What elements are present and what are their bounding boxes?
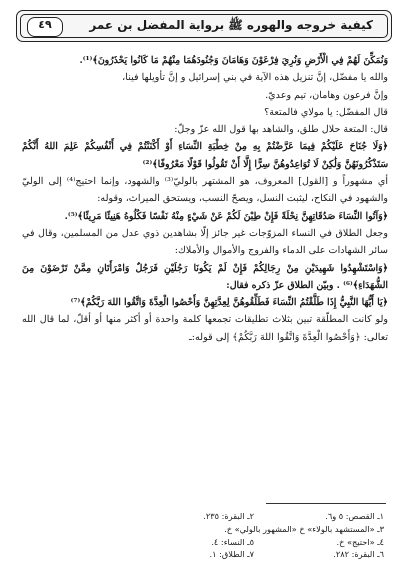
quran-verse: ﴿وَلَا جُنَاحَ عَلَيْكُمْ فِيمَا عَرَّضْتُمْ بِهِ مِنْ خِطْبَةِ النِّسَاءِ أَوْ أَكْنَنْتُمْ فِي أَنْفُسِكُمْ عَلِمَ اللهُ أَنَّكُمْ سَتَذْكُرُونَهُنَّ وَلَٰكِنْ لَا تُوَاعِدُوهُنَّ سِرًّا إِلَّا أَنْ تَقُولُوا قَوْلًا مَعْرُوفًا﴾⁽²⁾ — [22, 141, 388, 170]
footnote-row — [84, 548, 384, 561]
quran-verse: ﴿وَآتُوا النِّسَاءَ صَدُقَاتِهِنَّ نِحْلَةً فَإِنْ طِبْنَ لَكُمْ عَنْ شَيْءٍ مِنْهُ نَفْسًا فَكُلُوهُ هَنِيئًا مَرِيئًا﴾⁽⁵⁾. — [64, 210, 388, 222]
paragraph: قال المفضّل: يا مولاي فالمتعة؟ — [264, 106, 388, 118]
footnote: ٤ـ «احتيج» خ. — [336, 536, 384, 547]
paragraph: وَنُمَكِّنَ لَهُمْ فِي الْأَرْضِ وَنُرِيَ فِرْعَوْنَ وَهَامَانَ وَجُنُودَهُمَا مِنْهُمْ مَا كَانُوا يَحْذَرُونَ﴾⁽¹⁾. — [79, 55, 388, 66]
quran-verse: ﴿وَاسْتَشْهِدُوا شَهِيدَيْنِ مِنْ رِجَالِكُمْ فَإِنْ لَمْ يَكُونَا رَجُلَيْنِ فَرَجُلٌ وَامْرَأَتَانِ مِمَّنْ تَرْضَوْنَ مِنَ الشُّهَدَاءِ﴾⁽⁶⁾ . وبيّن الطلاق عزّ ذكره فقال: — [22, 262, 388, 291]
footnote: ٣ـ «المستشهد بالولاء» خ «المشهور بالولي» خ. — [224, 523, 384, 534]
paragraph: والله يا مفضّل، إنَّ تنزيل هذه الآية في بني إسرائيل و إنَّ تأويلها فينا، — [122, 72, 388, 84]
paragraph: ولو كانت المطلّقة تبين بثلاث تطليقات تجمعها كلمة واحدة أو أكثر منها أو أقلّ، لما قال الله تعالى: ﴿وَأَحْصُوا الْعِدَّةَ وَاتَّقُوا اللهَ رَبَّكُمْ﴾ إلى قوله:ـ — [22, 314, 388, 343]
footnote-row — [84, 523, 384, 536]
footnote: ٥ـ النساء: ٤. — [211, 536, 254, 547]
running-title: كيفية خروجه والهوره ﷺ برواية المفضل بن عمر — [89, 18, 373, 32]
footnote: ٧ـ الطلاق: ١. — [209, 549, 254, 560]
footnote: ١ـ القصص: ٥ و٦. — [325, 511, 384, 521]
footnote: ٢ـ البقرة: ٢٣٥. — [203, 511, 254, 521]
footnote: ٦ـ البقرة: ٢٨٢. — [333, 549, 384, 560]
paragraph: وجعل الطلاق في النساء المزوّجات غير جائز إلّا بشاهدين ذوي عدل من المسلمين، وقال في سائر الشهادات على الدماء والفروج والأموال والأملاك: — [22, 227, 388, 257]
main-text — [22, 52, 388, 346]
paragraph: وإنَّ فرعون وهامان، تيم وعديّ. — [265, 89, 388, 101]
footnote-row — [84, 536, 384, 549]
paragraph: أي مشهوراً و [القول] المعروف، هو المشتهر بالوليّ⁽³⁾ والشهود، وإنما احتيج⁽⁴⁾ إلى الوليّ والشهود في النكاح، ليثبت النسل، ويصحّ النسب، ويستحق الميراث، وقوله: — [22, 176, 388, 205]
page-number: ٤٩ — [27, 17, 63, 37]
page-header — [16, 10, 392, 42]
quran-verse: ﴿يَا أَيُّهَا النَّبِيُّ إِذَا طَلَّقْتُمُ النِّسَاءَ فَطَلِّقُوهُنَّ لِعِدَّتِهِنَّ وَأَحْصُوا الْعِدَّةَ وَاتَّقُوا اللهَ رَبَّكُمْ﴾⁽⁷⁾ — [70, 297, 388, 309]
paragraph: قال: المتعة حلال طلق، والشاهد بها قول الله عزّ وجلّ: — [174, 124, 388, 136]
footnotes — [84, 510, 384, 561]
footnote-divider — [266, 503, 386, 504]
footnote-row — [84, 510, 384, 523]
